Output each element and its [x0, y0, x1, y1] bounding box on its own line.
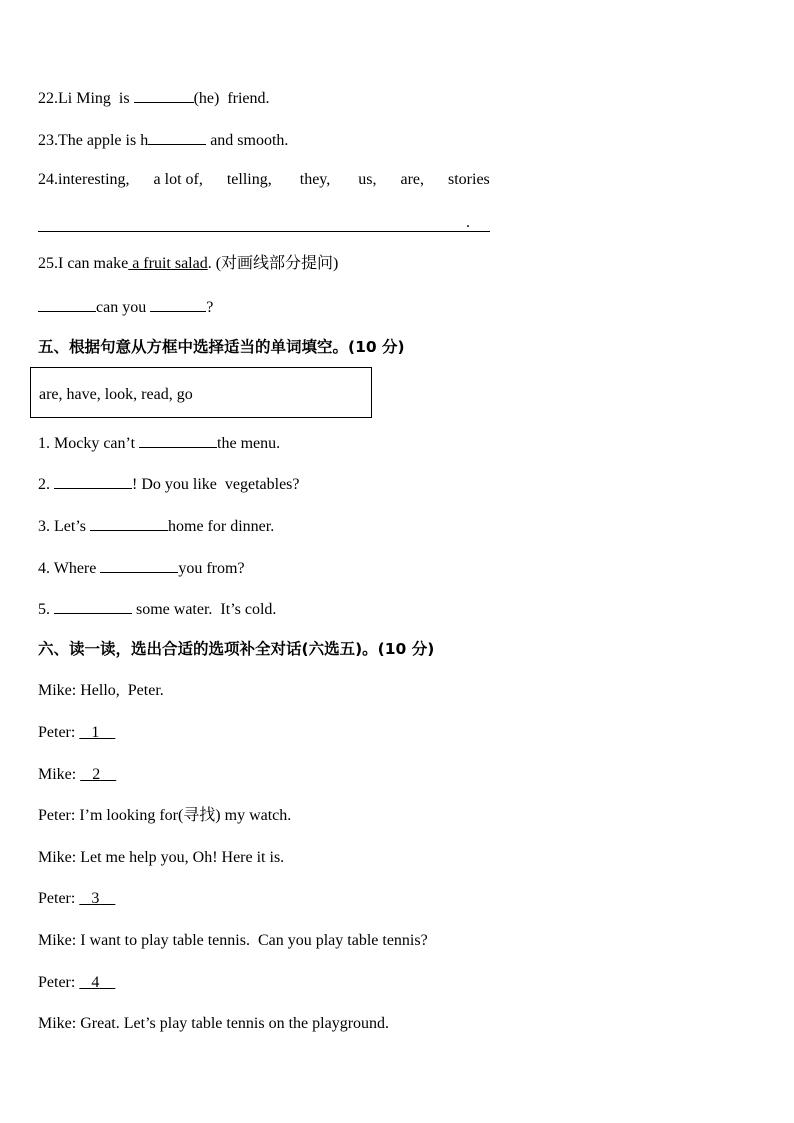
- underlined-phrase: a fruit salad: [128, 255, 208, 272]
- utterance: Let me help you, Oh! Here it is.: [76, 849, 285, 866]
- speaker: Mike:: [38, 682, 77, 699]
- dialogue-line: [38, 1014, 389, 1034]
- question-24: [38, 170, 490, 190]
- speaker: Peter:: [38, 724, 76, 741]
- blank-number: 2: [92, 766, 101, 783]
- answer-blank[interactable]: [139, 432, 217, 448]
- dialogue-line: [38, 723, 115, 743]
- item-text: you from?: [178, 560, 245, 577]
- question-text: (he) friend.: [193, 90, 270, 107]
- answer-blank[interactable]: [150, 296, 206, 312]
- numbered-blank[interactable]: [80, 766, 116, 783]
- numbered-blank[interactable]: [79, 724, 115, 741]
- answer-line[interactable]: [38, 231, 490, 232]
- question-23: [38, 129, 288, 151]
- utterance: I want to play table tennis. Can you play table tennis?: [76, 932, 428, 949]
- sentence-end-dot: .: [466, 214, 470, 231]
- word-list: interesting, a lot of, telling, they, us, are, stories: [58, 171, 490, 188]
- dialogue-line: [38, 681, 164, 701]
- numbered-blank[interactable]: [79, 974, 115, 991]
- question-text: Li Ming is: [58, 90, 134, 107]
- fill-item-5: [38, 598, 276, 620]
- numbered-blank[interactable]: [79, 890, 115, 907]
- speaker: Peter:: [38, 890, 76, 907]
- item-text: the menu.: [217, 435, 281, 452]
- section-5-heading: 五、根据句意从方框中选择适当的单词填空。(10 分): [38, 338, 405, 356]
- dialogue-line: [38, 806, 291, 826]
- section-6-heading: 六、读一读，选出合适的选项补全对话(六选五)。(10 分): [38, 640, 435, 658]
- question-22: [38, 87, 270, 109]
- question-text: The apple is h: [58, 132, 149, 149]
- dialogue-line: [38, 765, 116, 785]
- speaker: Mike:: [38, 849, 77, 866]
- dialogue-line: [38, 848, 284, 868]
- question-25-answer: [38, 296, 213, 318]
- answer-blank[interactable]: [90, 515, 168, 531]
- question-25: [38, 254, 338, 274]
- fill-item-4: [38, 557, 245, 579]
- utterance: Great. Let’s play table tennis on the playground.: [76, 1015, 390, 1032]
- speaker: Mike:: [38, 932, 77, 949]
- answer-blank[interactable]: [148, 129, 206, 145]
- dialogue-line: [38, 889, 115, 909]
- item-text: 4. Where: [38, 560, 101, 577]
- question-text: . (对画线部分提问): [207, 255, 339, 272]
- answer-blank[interactable]: [100, 557, 178, 573]
- fill-item-1: [38, 432, 280, 454]
- speaker: Peter:: [38, 974, 76, 991]
- speaker: Mike:: [38, 1015, 77, 1032]
- question-text: and smooth.: [206, 132, 289, 149]
- blank-number: 1: [91, 724, 100, 741]
- answer-blank[interactable]: [38, 296, 96, 312]
- answer-blank[interactable]: [134, 87, 194, 103]
- question-number: 24.: [38, 171, 58, 188]
- item-text: some water. It’s cold.: [132, 601, 277, 618]
- question-text: can you: [96, 299, 151, 316]
- utterance: Hello, Peter.: [76, 682, 164, 699]
- word-box-words: are, have, look, read, go: [39, 386, 193, 403]
- question-number: 22.: [38, 90, 58, 107]
- question-number: 25.: [38, 255, 58, 272]
- speaker: Mike:: [38, 766, 77, 783]
- dialogue-line: [38, 973, 115, 993]
- dialogue-line: [38, 931, 428, 951]
- fill-item-3: [38, 515, 274, 537]
- word-box: [30, 367, 372, 418]
- item-text: 5.: [38, 601, 54, 618]
- item-text: 2.: [38, 476, 54, 493]
- speaker: Peter:: [38, 807, 76, 824]
- question-number: 23.: [38, 132, 58, 149]
- question-text: ?: [206, 299, 214, 316]
- item-text: home for dinner.: [168, 518, 275, 535]
- item-text: ! Do you like vegetables?: [132, 476, 300, 493]
- answer-blank[interactable]: [54, 473, 132, 489]
- blank-number: 3: [91, 890, 100, 907]
- blank-number: 4: [91, 974, 100, 991]
- utterance: I’m looking for(寻找) my watch.: [75, 807, 292, 824]
- question-text: I can make: [58, 255, 129, 272]
- answer-blank[interactable]: [54, 598, 132, 614]
- fill-item-2: [38, 473, 300, 495]
- item-text: 3. Let’s: [38, 518, 90, 535]
- item-text: 1. Mocky can’t: [38, 435, 140, 452]
